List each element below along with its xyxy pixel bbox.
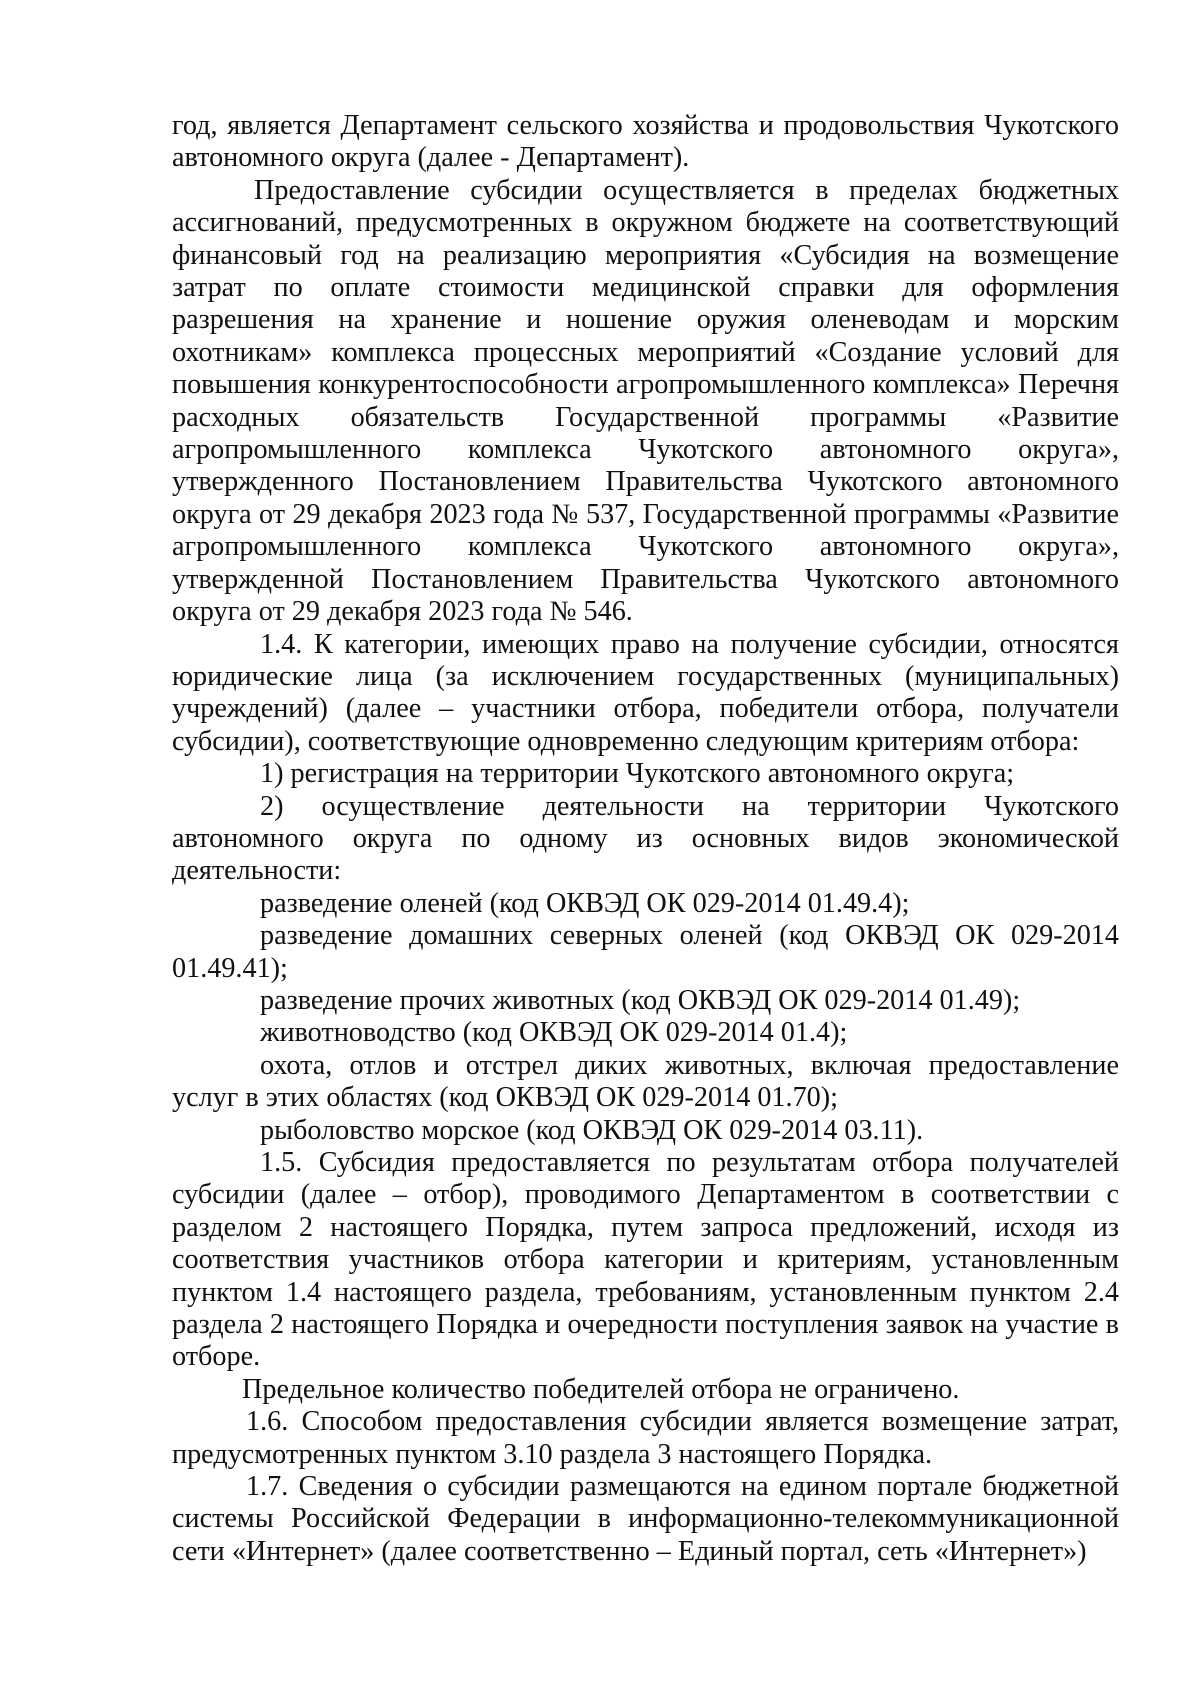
activity-item: разведение домашних северных оленей (код ОКВЭД ОК 029-2014 01.49.41);	[172, 920, 1119, 984]
paragraph-1-4: 1.4. К категории, имеющих право на получение субсидии, относятся юридические лица (за исключением государственных (муниципальных) учреждений) (далее – участники отбора, победители отбора, получатели субсидии), соответствующие одновременно следующим критериям отбора:	[172, 628, 1119, 757]
paragraph-1-5: 1.5. Субсидия предоставляется по результатам отбора получателей субсидии (далее – отбор), проводимого Департаментом в соответствии с разделом 2 настоящего Порядка, путем запроса предложений, исходя из соответствия участников отбора категории и критериям, установленным пунктом 1.4 настоящего раздела, требованиям, установленным пунктом 2.4 раздела 2 настоящего Порядка и очередности поступления заявок на участие в отборе.	[172, 1147, 1119, 1373]
criterion-2: 2) осуществление деятельности на территории Чукотского автономного округа по одному из основных видов экономической деятельности:	[172, 790, 1119, 887]
activity-item: разведение оленей (код ОКВЭД ОК 029-2014 01.49.4);	[260, 887, 910, 919]
paragraph-funding: Предоставление субсидии осуществляется в пределах бюджетных ассигнований, предусмотренных в окружном бюджете на соответствующий финансовый год на реализацию мероприятия «Субсидия на возмещение затрат по оплате стоимости медицинской справки для оформления разрешения на хранение и ношение оружия оленеводам и морским охотникам» комплекса процессных мероприятий «Создание условий для повышения конкурентоспособности агропромышленного комплекса» Перечня расходных обязательств Государственной программы «Развитие агропромышленного комплекса Чукотского автономного округа», утвержденного Постановлением Правительства Чукотского автономного округа от 29 декабря 2023 года № 537, Государственной программы «Развитие агропромышленного комплекса Чукотского автономного округа», утвержденной Постановлением Правительства Чукотского автономного округа от 29 декабря 2023 года № 546.	[172, 174, 1119, 628]
paragraph-continuation: год, является Департамент сельского хозяйства и продовольствия Чукотского автономного округа (далее - Департамент).	[172, 110, 1119, 174]
criterion-1: 1) регистрация на территории Чукотского автономного округа;	[260, 758, 1015, 790]
activity-item: рыболовство морское (код ОКВЭД ОК 029-2014 03.11).	[260, 1114, 924, 1146]
activity-item: животноводство (код ОКВЭД ОК 029-2014 01.4);	[260, 1017, 848, 1049]
document-page	[172, 110, 1119, 1568]
paragraph-1-6: 1.6. Способом предоставления субсидии является возмещение затрат, предусмотренных пунктом 3.10 раздела 3 настоящего Порядка.	[172, 1406, 1119, 1470]
paragraph-winners-limit: Предельное количество победителей отбора не ограничено.	[242, 1373, 960, 1405]
activity-item: разведение прочих животных (код ОКВЭД ОК 029-2014 01.49);	[260, 984, 1021, 1016]
paragraph-1-7: 1.7. Сведения о субсидии размещаются на едином портале бюджетной системы Российской Федерации в информационно-телекоммуникационной сети «Интернет» (далее соответственно – Единый портал, сеть «Интернет»)	[172, 1471, 1119, 1567]
activity-item: охота, отлов и отстрел диких животных, включая предоставление услуг в этих областях (код ОКВЭД ОК 029-2014 01.70);	[172, 1049, 1119, 1114]
